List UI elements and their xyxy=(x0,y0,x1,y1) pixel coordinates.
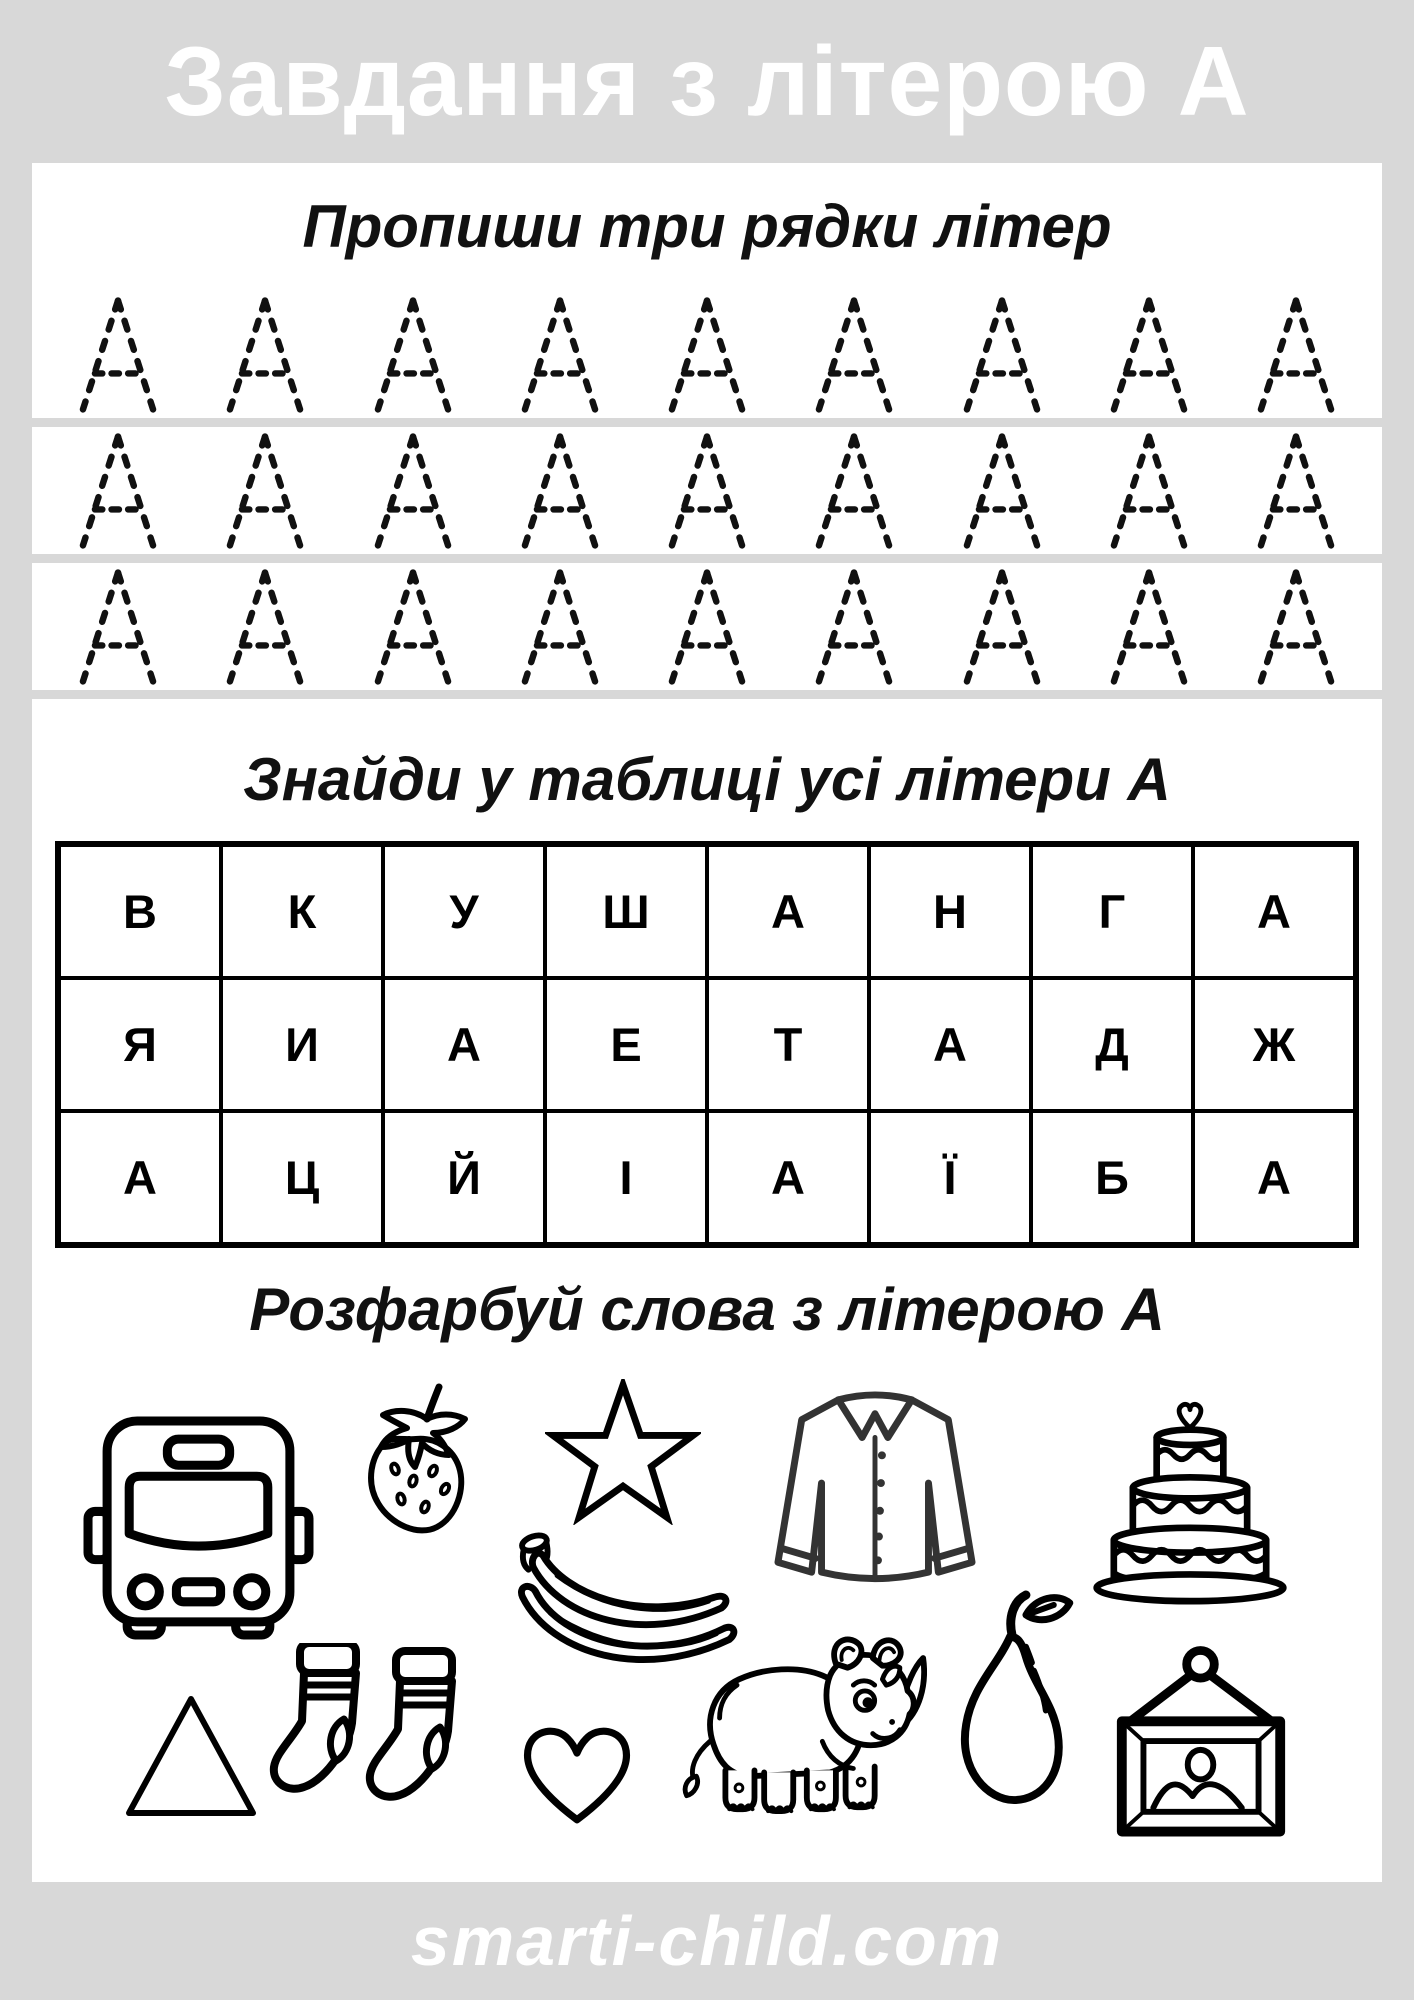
traceable-letter-a-icon xyxy=(812,296,896,414)
grid-cell-letter: Б xyxy=(1031,1111,1193,1244)
traceable-letter-a-icon xyxy=(960,432,1044,550)
grid-cell-letter: Й xyxy=(383,1111,545,1244)
traceable-letter-a-icon xyxy=(518,296,602,414)
worksheet-card xyxy=(32,163,1382,1882)
grid-cell-letter: А xyxy=(869,978,1031,1111)
traceable-letter-a-icon xyxy=(665,296,749,414)
grid-cell-letter: Г xyxy=(1031,845,1193,978)
grid-row xyxy=(59,845,1355,978)
traceable-letter-a-icon xyxy=(960,568,1044,686)
traceable-letter-a-icon xyxy=(76,432,160,550)
grid-cell-letter: Ш xyxy=(545,845,707,978)
grid-cell-letter: К xyxy=(221,845,383,978)
traceable-letter-a-icon xyxy=(518,432,602,550)
shirt-icon xyxy=(765,1386,985,1589)
footer-band xyxy=(0,1882,1414,2000)
traceable-letter-a-icon xyxy=(665,568,749,686)
grid-cell-letter: Д xyxy=(1031,978,1193,1111)
grid-row xyxy=(59,1111,1355,1244)
traceable-letter-a-icon xyxy=(1254,432,1338,550)
triangle-icon xyxy=(118,1691,264,1821)
pear-icon xyxy=(938,1589,1078,1813)
rhino-icon xyxy=(675,1624,927,1818)
grid-cell-letter: А xyxy=(1193,1111,1355,1244)
grid-cell-letter: А xyxy=(383,978,545,1111)
traceable-letter-a-icon xyxy=(76,568,160,686)
traceable-letter-a-icon xyxy=(223,432,307,550)
tracing-row xyxy=(32,291,1382,427)
tracing-row xyxy=(32,563,1382,699)
grid-cell-letter: Т xyxy=(707,978,869,1111)
traceable-letter-a-icon xyxy=(1254,296,1338,414)
socks-icon xyxy=(268,1643,464,1808)
grid-cell-letter: У xyxy=(383,845,545,978)
grid-cell-letter: И xyxy=(221,978,383,1111)
page-title: Завдання з літерою А xyxy=(164,26,1250,136)
grid-cell-letter: Ж xyxy=(1193,978,1355,1111)
traceable-letter-a-icon xyxy=(76,296,160,414)
traceable-letter-a-icon xyxy=(1107,568,1191,686)
find-grid xyxy=(55,841,1359,1248)
traceable-letter-a-icon xyxy=(812,432,896,550)
grid-cell-letter: Е xyxy=(545,978,707,1111)
coloring-heading: Розфарбуй слова з літерою А xyxy=(249,1276,1165,1343)
tracing-heading: Пропиши три рядки літер xyxy=(302,193,1112,260)
grid-cell-letter: Н xyxy=(869,845,1031,978)
find-heading: Знайди у таблиці усі літери А xyxy=(243,746,1171,813)
traceable-letter-a-icon xyxy=(371,432,455,550)
grid-cell-letter: А xyxy=(707,1111,869,1244)
traceable-letter-a-icon xyxy=(223,296,307,414)
star-icon xyxy=(545,1379,701,1525)
traceable-letter-a-icon xyxy=(371,568,455,686)
traceable-letter-a-icon xyxy=(665,432,749,550)
grid-cell-letter: Я xyxy=(59,978,221,1111)
grid-cell-letter: І xyxy=(545,1111,707,1244)
heart-icon xyxy=(512,1713,642,1828)
grid-cell-letter: А xyxy=(1193,845,1355,978)
picture-frame-icon xyxy=(1110,1644,1292,1840)
grid-cell-letter: А xyxy=(59,1111,221,1244)
traceable-letter-a-icon xyxy=(371,296,455,414)
grid-cell-letter: Ї xyxy=(869,1111,1031,1244)
title-band xyxy=(0,0,1414,163)
traceable-letter-a-icon xyxy=(812,568,896,686)
traceable-letter-a-icon xyxy=(1107,296,1191,414)
tracing-row xyxy=(32,427,1382,563)
site-url: smarti-child.com xyxy=(410,1902,1004,1980)
cake-icon xyxy=(1090,1396,1290,1612)
traceable-letter-a-icon xyxy=(223,568,307,686)
coloring-pictures xyxy=(32,1366,1382,1846)
traceable-letter-a-icon xyxy=(518,568,602,686)
tracing-rows xyxy=(32,291,1382,699)
grid-cell-letter: Ц xyxy=(221,1111,383,1244)
grid-row xyxy=(59,978,1355,1111)
bus-icon xyxy=(83,1414,314,1642)
traceable-letter-a-icon xyxy=(1254,568,1338,686)
traceable-letter-a-icon xyxy=(1107,432,1191,550)
strawberry-icon xyxy=(343,1381,477,1546)
traceable-letter-a-icon xyxy=(960,296,1044,414)
grid-cell-letter: В xyxy=(59,845,221,978)
grid-cell-letter: А xyxy=(707,845,869,978)
